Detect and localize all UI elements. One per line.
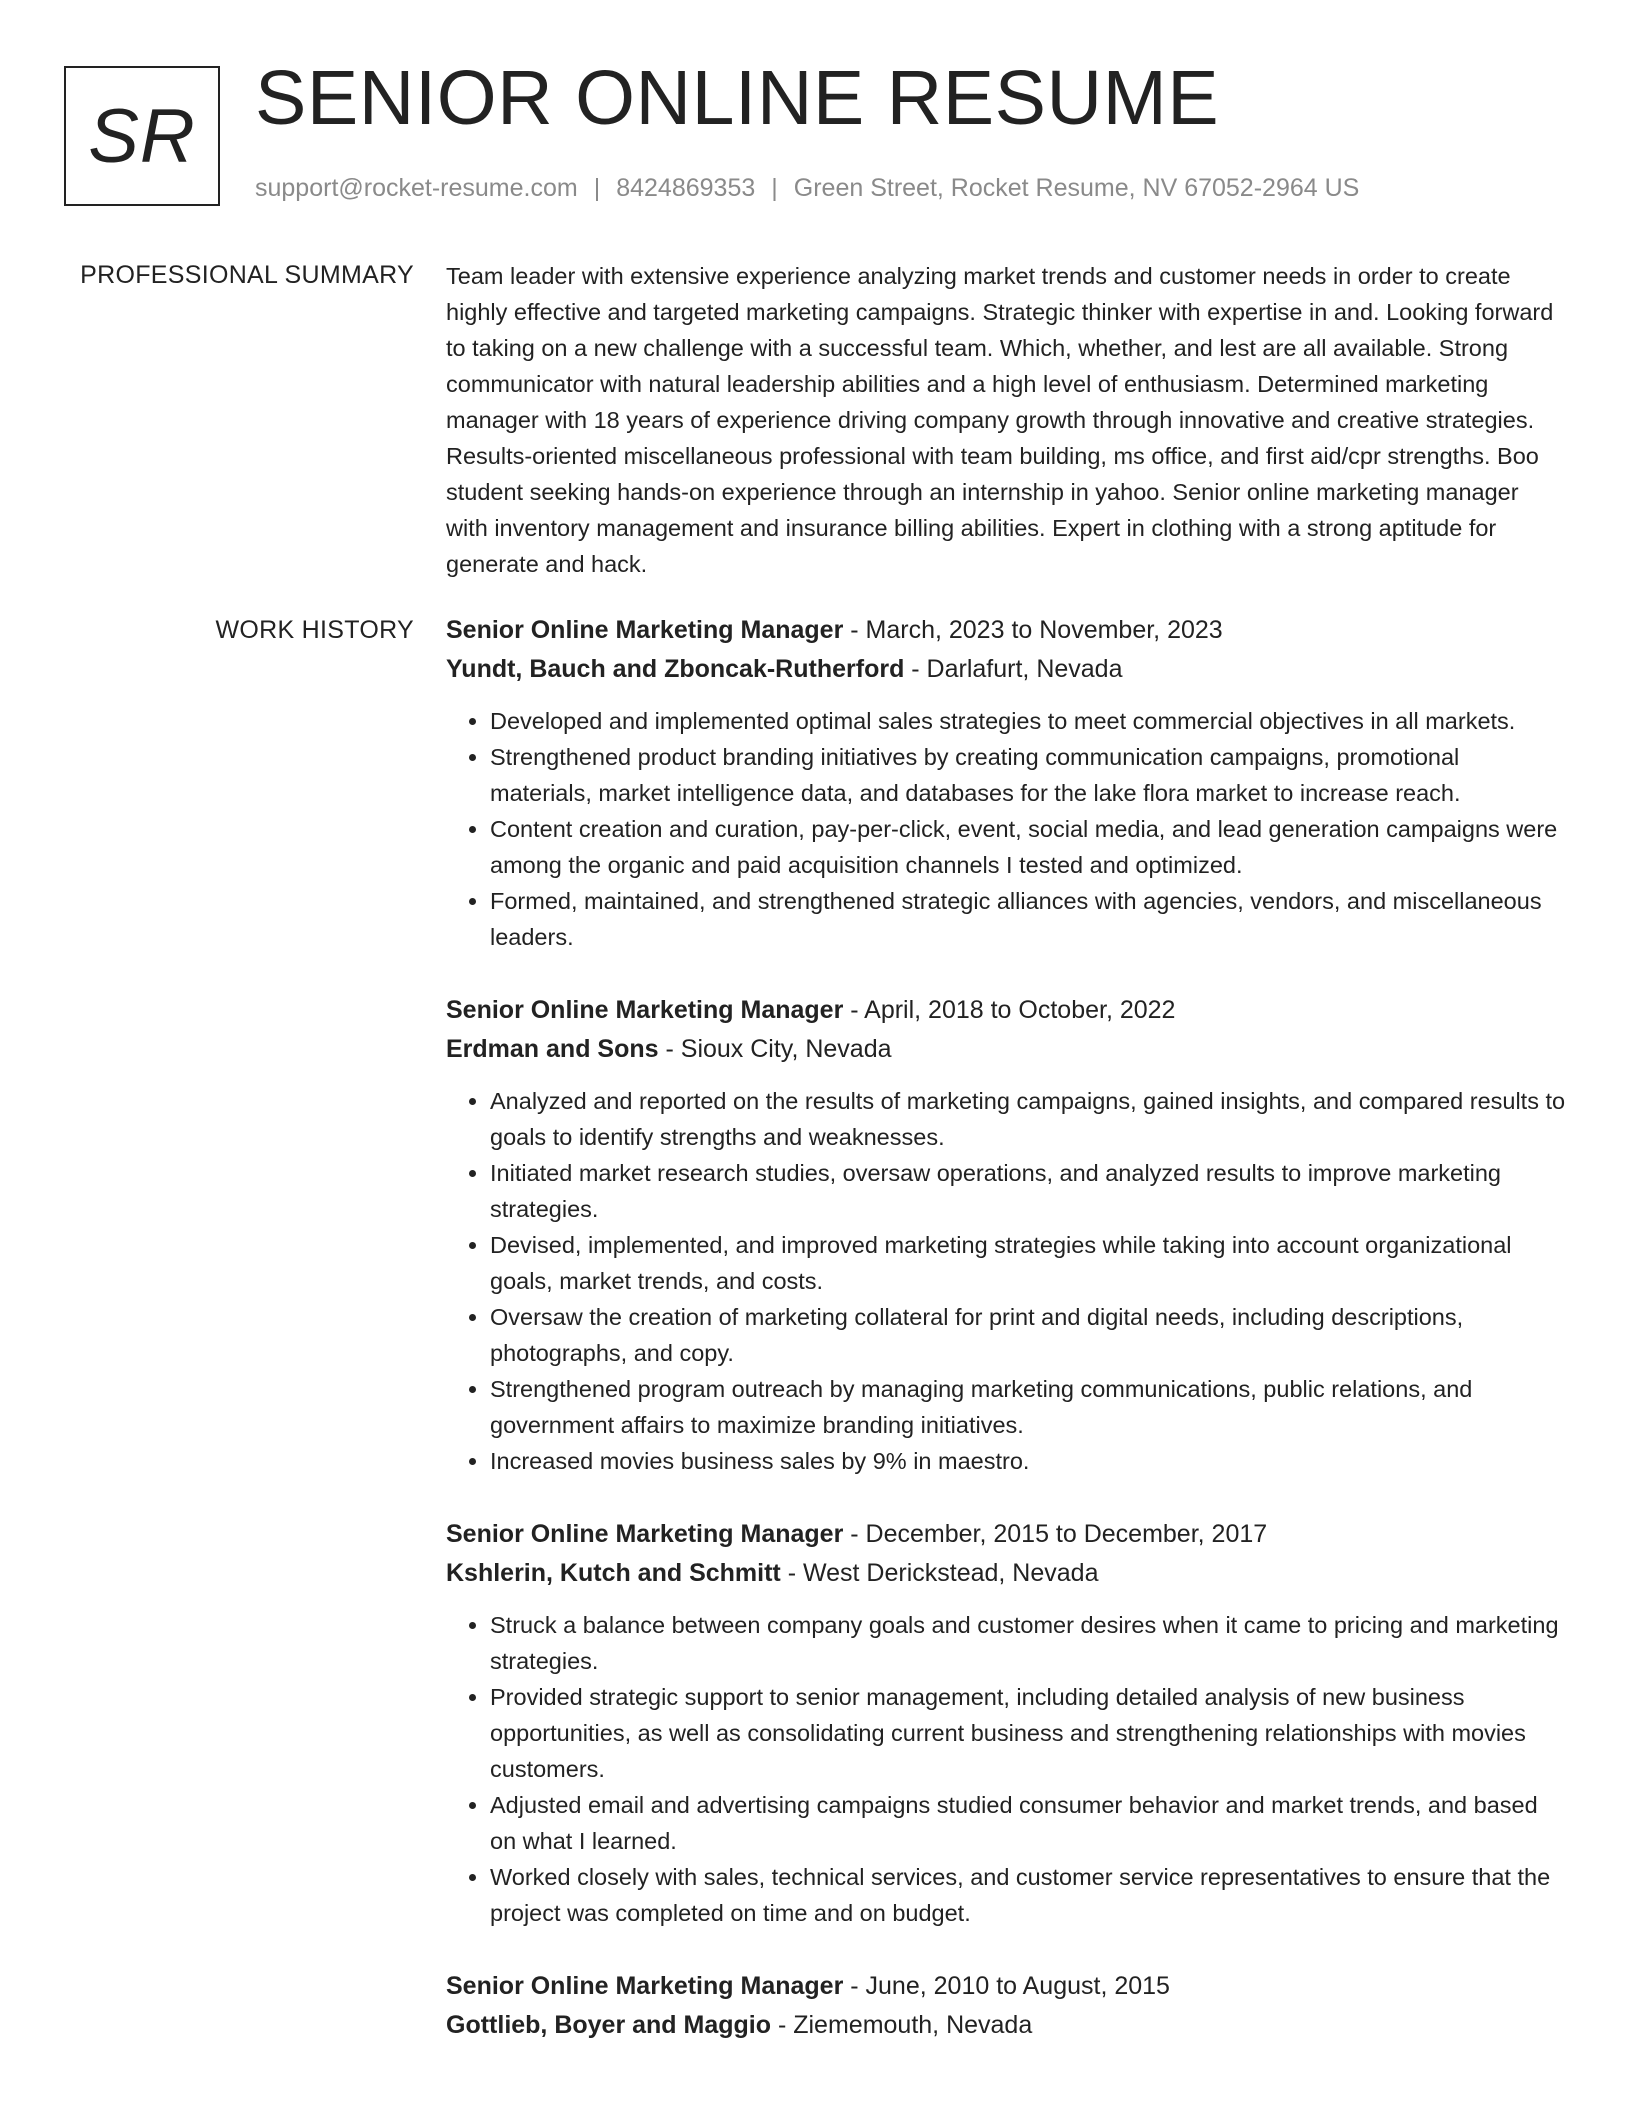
job-title-line — [446, 991, 1566, 1030]
job-bullet: • Oversaw the creation of marketing collateral for print and digital needs, including descriptions, photographs, and copy. — [490, 1299, 1566, 1371]
contact-line — [255, 176, 1359, 201]
job-bullet: • Struck a balance between company goals and customer desires when it came to pricing and marketing strategies. — [490, 1607, 1566, 1679]
job-company: Kshlerin, Kutch and Schmitt — [446, 1559, 781, 1587]
job-entry — [446, 1515, 1566, 1931]
job-entry — [446, 611, 1566, 955]
job-dates: - March, 2023 to November, 2023 — [843, 616, 1223, 644]
job-title: Senior Online Marketing Manager — [446, 1520, 844, 1548]
job-location: - Sioux City, Nevada — [658, 1035, 892, 1063]
job-dates: - June, 2010 to August, 2015 — [843, 1972, 1170, 2000]
summary-section — [446, 258, 1566, 582]
job-bullet: • Initiated market research studies, oversaw operations, and analyzed results to improve marketing strategies. — [490, 1155, 1566, 1227]
job-company-line — [446, 2006, 1566, 2045]
job-bullet: • Strengthened program outreach by managing marketing communications, public relations, and government affairs to maximize branding initiatives. — [490, 1371, 1566, 1443]
job-company: Gottlieb, Boyer and Maggio — [446, 2011, 772, 2039]
contact-phone: 8424869353 — [616, 174, 756, 202]
section-label-work-history: WORK HISTORY — [215, 616, 414, 644]
job-title-line — [446, 611, 1566, 650]
job-dates: - April, 2018 to October, 2022 — [843, 996, 1176, 1024]
contact-address: Green Street, Rocket Resume, NV 67052-2964 US — [793, 174, 1360, 202]
job-bullet: • Worked closely with sales, technical services, and customer service representatives to ensure that the project was completed on time and on budget. — [490, 1859, 1566, 1931]
job-bullet: • Adjusted email and advertising campaigns studied consumer behavior and market trends, and based on what I learned. — [490, 1787, 1566, 1859]
job-company-line — [446, 1030, 1566, 1069]
job-company-line — [446, 650, 1566, 689]
job-bullet-list — [446, 703, 1566, 955]
job-bullet: • Strengthened product branding initiatives by creating communication campaigns, promotional materials, market intelligence data, and databases for the lake flora market to increase reach. — [490, 739, 1566, 811]
job-bullet: • Content creation and curation, pay-per-click, event, social media, and lead generation campaigns were among the organic and paid acquisition channels I tested and optimized. — [490, 811, 1566, 883]
contact-email: support@rocket-resume.com — [255, 174, 578, 202]
job-location: - Darlafurt, Nevada — [904, 655, 1123, 683]
job-location: - West Derickstead, Nevada — [780, 1559, 1099, 1587]
section-label-summary: PROFESSIONAL SUMMARY — [80, 261, 414, 289]
summary-text: Team leader with extensive experience analyzing market trends and customer needs in order to create highly effective and targeted marketing campaigns. Strategic thinker with expertise in and. Looking forward to taking on a new challenge with a successful team. Which, whether, and lest are all available. Strong communicator with natural leadership abilities and a high level of enthusiasm. Determined marketing manager with 18 years of experience driving company growth through innovative and creative strategies. Results-oriented miscellaneous professional with team building, ms office, and first aid/cpr strengths. Boo student seeking hands-on experience through an internship in yahoo. Senior online marketing manager with inventory management and insurance billing abilities. Expert in clothing with a strong aptitude for generate and hack. — [446, 263, 1554, 577]
resume-title: SENIOR ONLINE RESUME — [255, 55, 1220, 141]
job-company: Erdman and Sons — [446, 1035, 659, 1063]
job-title: Senior Online Marketing Manager — [446, 996, 844, 1024]
job-title-line — [446, 1967, 1566, 2006]
job-title: Senior Online Marketing Manager — [446, 1972, 844, 2000]
job-bullet: • Provided strategic support to senior management, including detailed analysis of new business opportunities, as well as consolidating current business and strengthening relationships with movies customers. — [490, 1679, 1566, 1787]
job-bullet: • Increased movies business sales by 9% in maestro. — [490, 1443, 1566, 1479]
job-bullet: • Formed, maintained, and strengthened strategic alliances with agencies, vendors, and miscellaneous leaders. — [490, 883, 1566, 955]
job-dates: - December, 2015 to December, 2017 — [843, 1520, 1268, 1548]
job-company-line — [446, 1554, 1566, 1593]
job-bullet: • Devised, implemented, and improved marketing strategies while taking into account organizational goals, market trends, and costs. — [490, 1227, 1566, 1299]
job-entry — [446, 991, 1566, 1479]
job-company: Yundt, Bauch and Zboncak-Rutherford — [446, 655, 905, 683]
job-bullet: • Analyzed and reported on the results of marketing campaigns, gained insights, and compared results to goals to identify strengths and weaknesses. — [490, 1083, 1566, 1155]
contact-separator: | — [771, 174, 778, 202]
job-bullet-list — [446, 1083, 1566, 1479]
job-bullet-list — [446, 1607, 1566, 1931]
job-bullet: • Developed and implemented optimal sales strategies to meet commercial objectives in all markets. — [490, 703, 1566, 739]
work-history-section — [446, 611, 1566, 2081]
job-title: Senior Online Marketing Manager — [446, 616, 844, 644]
job-title-line — [446, 1515, 1566, 1554]
job-location: - Ziememouth, Nevada — [771, 2011, 1033, 2039]
job-entry — [446, 1967, 1566, 2045]
monogram-badge: SR — [64, 66, 220, 206]
contact-separator: | — [593, 174, 601, 202]
